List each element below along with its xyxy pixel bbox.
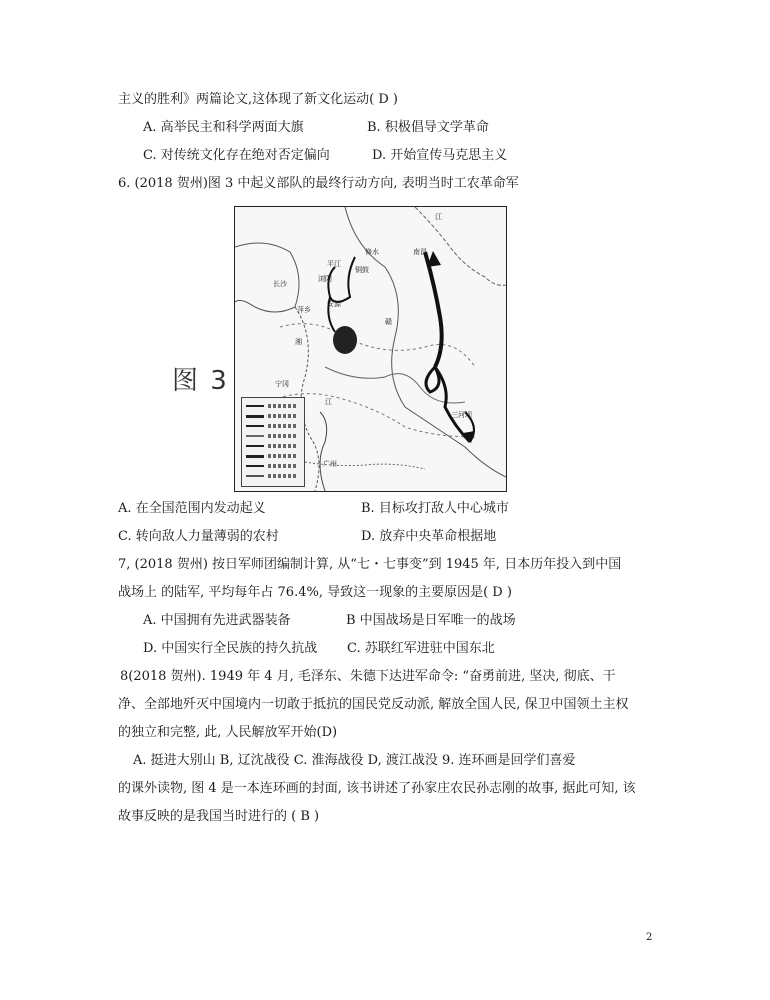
option-5d: D. 开始宣传马克思主义 (372, 148, 508, 163)
question-7-stem-line2: 战场上 的陆军, 平均每年占 76.4%, 导致这一现象的主要原因是( D ) (118, 585, 512, 600)
figure-3-label: 图 3 (172, 366, 229, 396)
question-8-options-and-9-start: A. 挺进大别山 B, 辽沈战役 C. 淮海战役 D, 渡江战没 9. 连环画是回学们喜爱 (133, 753, 576, 768)
place-label: 修水 (365, 248, 379, 256)
option-7c: C. 苏联红军进驻中国东北 (347, 641, 495, 656)
place-label: 铜鼓 (355, 266, 369, 274)
option-6c: C. 转向敌人力量薄弱的农村 (118, 529, 279, 544)
place-label: 安源 (327, 300, 341, 308)
question-5-stem-end: 主义的胜利》两篇论文,这体现了新文化运动( D ) (118, 92, 398, 107)
option-7a: A. 中国拥有先进武器装备 (143, 613, 291, 628)
place-label: 浏阳 (318, 275, 332, 283)
place-label: 三河坝 (451, 411, 472, 419)
option-5c: C. 对传统文化存在绝对否定偏向 (143, 148, 330, 163)
place-label: 江 (435, 213, 442, 221)
place-label: 长沙 (273, 280, 287, 288)
option-7d: D. 中国实行全民族的持久抗战 (143, 641, 318, 656)
option-5b: B. 积极倡导文学革命 (367, 120, 489, 135)
question-7-stem-line1: 7, (2018 贺州) 按日军师团编制计算, 从“七・七事变”到 1945 年, 日本历年投入到中国 (118, 557, 622, 572)
option-7b: B 中国战场是日军唯一的战场 (346, 613, 516, 628)
question-8-stem-line3: 的独立和完整, 此, 人民解放军开始(D) (118, 725, 338, 740)
place-label: 宁冈 (275, 380, 289, 388)
option-6b: B. 目标攻打敌人中心城市 (361, 501, 509, 516)
page-number: 2 (646, 932, 653, 943)
place-label: 平江 (327, 260, 341, 268)
option-6a: A. 在全国范围内发动起义 (118, 501, 266, 516)
place-label: 湘 (295, 338, 302, 346)
question-8-stem-line1: 8(2018 贺州). 1949 年 4 月, 毛泽东、朱德下达进军命令: “奋勇前进, 坚决, 彻底、干 (120, 669, 616, 684)
option-6d: D. 放弃中央革命根据地 (361, 529, 497, 544)
question-9-stem-line2: 的课外读物, 图 4 是一本连环画的封面, 该书讲述了孙家庄农民孙志刚的故事, 据此可知, 该 (118, 781, 636, 796)
map-legend (241, 397, 305, 487)
place-label: 江 (325, 398, 332, 406)
place-label: 南昌 (413, 248, 427, 256)
question-8-stem-line2: 净、全部地歼灭中国境内一切敢于抵抗的国民党反动派, 解放全国人民, 保卫中国领土主权 (118, 697, 629, 712)
figure-3-map (234, 206, 507, 492)
question-6-stem: 6. (2018 贺州)图 3 中起义部队的最终行动方向, 表明当时工农革命军 (118, 176, 519, 191)
option-5a: A. 高举民主和科学两面大旗 (143, 120, 304, 135)
place-label: 萍乡 (297, 306, 311, 314)
question-9-stem-line3: 故事反映的是我国当时进行的 ( B ) (118, 809, 320, 824)
place-label: 广州 (323, 460, 337, 468)
place-label: 赣 (385, 318, 392, 326)
